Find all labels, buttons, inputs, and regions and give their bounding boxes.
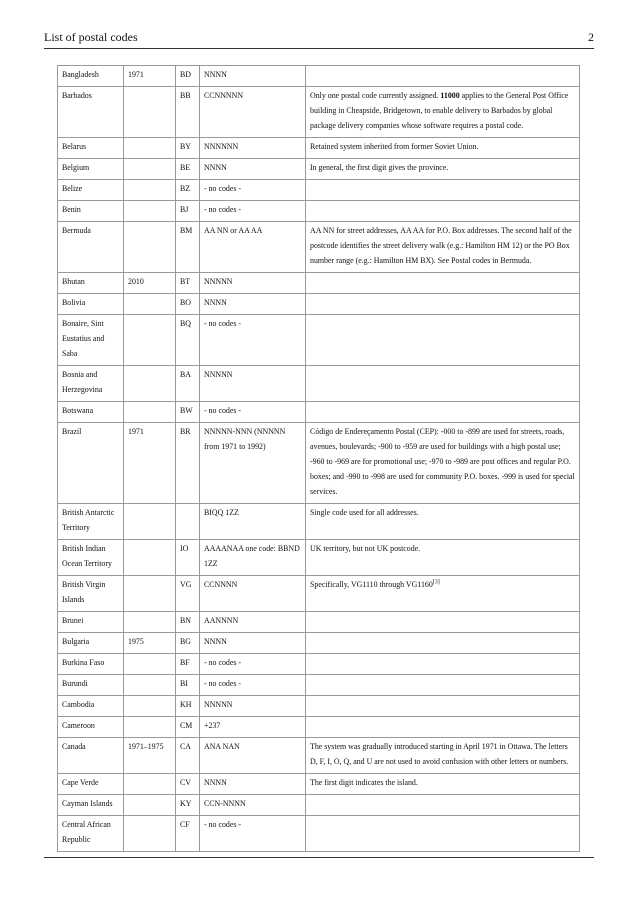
table-row [58,402,580,423]
year-cell [124,180,176,201]
country-cell: Benin [58,201,124,222]
iso-cell: BJ [176,201,200,222]
iso-cell: BZ [176,180,200,201]
format-cell: - no codes - [200,180,306,201]
notes-cell [306,675,580,696]
iso-cell: BQ [176,315,200,366]
country-cell: Barbados [58,87,124,138]
country-cell: Canada [58,738,124,774]
table-row [58,633,580,654]
year-cell: 1971 [124,423,176,504]
format-cell: AANNNN [200,612,306,633]
notes-cell [306,180,580,201]
notes-cell: Código de Endereçamento Postal (CEP): -000 to -899 are used for streets, roads, avenues, boulevards; -900 to -959 are used for buildings with a high postal use; -960 to -969 are for promotional use; -970 to -989 are post offices and regular P.O. boxes; and -990 to -998 are used for community P.O. boxes. -999 is used for special services. [306,423,580,504]
year-cell [124,816,176,852]
format-cell: - no codes - [200,654,306,675]
reference-link[interactable]: [3] [432,579,440,586]
iso-cell: BA [176,366,200,402]
country-cell: Bangladesh [58,66,124,87]
notes-cell [306,633,580,654]
year-cell [124,315,176,366]
year-cell [124,795,176,816]
table-row [58,366,580,402]
country-cell: Burkina Faso [58,654,124,675]
table-row [58,612,580,633]
notes-cell [306,576,580,612]
table-row [58,504,580,540]
notes-cell: The first digit indicates the island. [306,774,580,795]
country-cell: Cayman Islands [58,795,124,816]
country-cell: Burundi [58,675,124,696]
notes-cell [306,273,580,294]
country-cell: British Virgin Islands [58,576,124,612]
table-row [58,138,580,159]
notes-cell [306,795,580,816]
format-cell: NNNN [200,774,306,795]
year-cell: 1971–1975 [124,738,176,774]
iso-cell: BG [176,633,200,654]
format-cell: CCNNNNN [200,87,306,138]
iso-cell: BM [176,222,200,273]
year-cell [124,696,176,717]
format-cell: - no codes - [200,315,306,366]
format-cell: NNNNN-NNN (NNNNN from 1971 to 1992) [200,423,306,504]
postal-codes-table [57,65,580,852]
year-cell [124,138,176,159]
year-cell [124,222,176,273]
country-cell: British Antarctic Territory [58,504,124,540]
page-header [44,30,594,48]
table-row [58,201,580,222]
iso-cell: KH [176,696,200,717]
notes-cell [306,654,580,675]
year-cell [124,366,176,402]
table-body [58,66,580,852]
notes-cell [306,717,580,738]
notes-bold-code: 11000 [440,91,460,100]
format-cell: NNNN [200,633,306,654]
notes-cell [306,696,580,717]
table-row [58,294,580,315]
format-cell: CCNNNN [200,576,306,612]
notes-cell [306,87,580,138]
country-cell: Belarus [58,138,124,159]
country-cell: Belize [58,180,124,201]
table-row [58,576,580,612]
iso-cell: VG [176,576,200,612]
notes-text: Specifically, VG1110 through VG1160 [310,580,433,589]
country-cell: Belgium [58,159,124,180]
iso-cell: BR [176,423,200,504]
format-cell: - no codes - [200,675,306,696]
year-cell [124,576,176,612]
table-row [58,738,580,774]
notes-cell [306,294,580,315]
country-cell: Bermuda [58,222,124,273]
table-row [58,66,580,87]
table-row [58,423,580,504]
year-cell [124,294,176,315]
country-cell: Bonaire, Sint Eustatius and Saba [58,315,124,366]
iso-cell: BN [176,612,200,633]
country-cell: Bulgaria [58,633,124,654]
format-cell: ANA NAN [200,738,306,774]
table-row [58,654,580,675]
format-cell: AAAANAA one code: BBND 1ZZ [200,540,306,576]
iso-cell: BB [176,87,200,138]
format-cell: +237 [200,717,306,738]
table-row [58,795,580,816]
year-cell [124,717,176,738]
format-cell: NNNNN [200,366,306,402]
year-cell [124,87,176,138]
page-title: List of postal codes [44,30,138,44]
country-cell: Cameroon [58,717,124,738]
iso-cell: BT [176,273,200,294]
format-cell: - no codes - [200,201,306,222]
table-row [58,273,580,294]
format-cell: NNNNN [200,273,306,294]
year-cell: 1971 [124,66,176,87]
country-cell: Botswana [58,402,124,423]
format-cell: AA NN or AA AA [200,222,306,273]
iso-cell: BF [176,654,200,675]
table-row [58,315,580,366]
country-cell: Bolivia [58,294,124,315]
table-row [58,675,580,696]
notes-cell [306,66,580,87]
format-cell: NNNN [200,294,306,315]
country-cell: British Indian Ocean Territory [58,540,124,576]
country-cell: Bhutan [58,273,124,294]
country-cell: Brazil [58,423,124,504]
country-cell: Brunei [58,612,124,633]
iso-cell: BI [176,675,200,696]
notes-cell [306,612,580,633]
format-cell: - no codes - [200,816,306,852]
table-row [58,87,580,138]
notes-cell [306,315,580,366]
notes-cell [306,402,580,423]
notes-cell: Single code used for all addresses. [306,504,580,540]
iso-cell: CA [176,738,200,774]
country-cell: Central African Republic [58,816,124,852]
year-cell [124,654,176,675]
iso-cell: CV [176,774,200,795]
notes-text: Only one postal code currently assigned. [310,91,441,100]
notes-cell: UK territory, but not UK postcode. [306,540,580,576]
iso-cell: BD [176,66,200,87]
year-cell [124,402,176,423]
table-row [58,159,580,180]
year-cell [124,612,176,633]
format-cell: NNNNNN [200,138,306,159]
year-cell [124,675,176,696]
iso-cell [176,504,200,540]
year-cell [124,504,176,540]
table-row [58,696,580,717]
notes-cell: The system was gradually introduced starting in April 1971 in Ottawa. The letters D, F, I, O, Q, and U are not used to avoid confusion with other letters or numbers. [306,738,580,774]
notes-cell [306,366,580,402]
format-cell: CCN-NNNN [200,795,306,816]
country-cell: Bosnia and Herzegovina [58,366,124,402]
format-cell: NNNN [200,159,306,180]
format-cell: BIQQ 1ZZ [200,504,306,540]
iso-cell: BY [176,138,200,159]
notes-cell: In general, the first digit gives the province. [306,159,580,180]
year-cell [124,201,176,222]
year-cell [124,540,176,576]
iso-cell: BE [176,159,200,180]
notes-cell [306,201,580,222]
country-cell: Cambodia [58,696,124,717]
notes-text: applies to the General Post Office building in Cheapside, Bridgetown, to enable delivery to Barbados by global package delivery companies whose software requires a postal code. [310,91,569,130]
year-cell [124,774,176,795]
format-cell: NNNN [200,66,306,87]
iso-cell: CF [176,816,200,852]
page-number: 2 [588,30,594,44]
iso-cell: KY [176,795,200,816]
table-row [58,222,580,273]
iso-cell: BO [176,294,200,315]
header-rule [44,48,594,49]
iso-cell: CM [176,717,200,738]
year-cell: 2010 [124,273,176,294]
notes-cell [306,816,580,852]
table-row [58,816,580,852]
table-row [58,180,580,201]
year-cell [124,159,176,180]
table-row [58,774,580,795]
table-row [58,717,580,738]
notes-cell: Retained system inherited from former Soviet Union. [306,138,580,159]
format-cell: NNNNN [200,696,306,717]
country-cell: Cape Verde [58,774,124,795]
iso-cell: IO [176,540,200,576]
year-cell: 1975 [124,633,176,654]
notes-cell: AA NN for street addresses, AA AA for P.O. Box addresses. The second half of the postcode identifies the street delivery walk (e.g.: Hamilton HM 12) or the PO Box number range (e.g.: Hamilton HM BX). See Postal codes in Bermuda. [306,222,580,273]
format-cell: - no codes - [200,402,306,423]
table-row [58,540,580,576]
footer-rule [44,857,594,858]
iso-cell: BW [176,402,200,423]
